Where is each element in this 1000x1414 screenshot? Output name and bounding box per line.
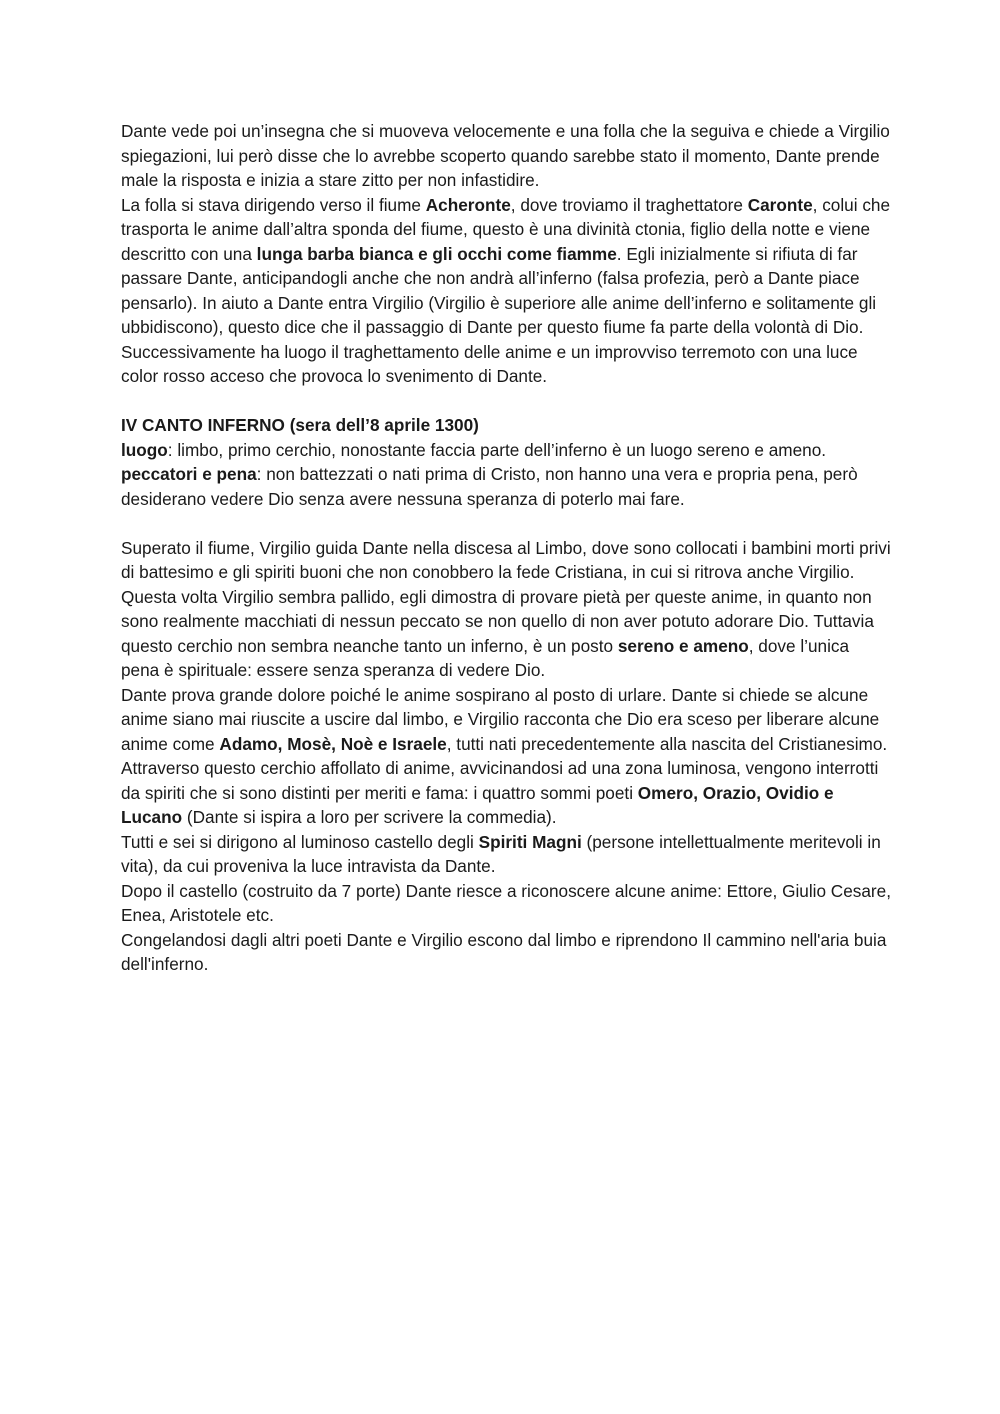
canto-heading-text: IV CANTO INFERNO (sera dell’8 aprile 1300) <box>121 415 479 435</box>
bold-spiriti-magni: Spiriti Magni <box>478 831 582 852</box>
text-span: La folla si stava dirigendo verso il fiume <box>121 194 426 215</box>
bold-sereno-ameno: sereno e ameno <box>617 635 749 656</box>
luogo-label: luogo <box>121 439 168 460</box>
paragraph-virgilio-pallido <box>121 585 891 683</box>
paragraph-anime: Dopo il castello (costruito da 7 porte) Dante riesce a riconoscere alcune anime: Ettore, Giulio Cesare, Enea, Aristotele etc. <box>121 880 891 925</box>
pena-label: peccatori e pena <box>121 464 257 484</box>
paragraph-traghettamento: Successivamente ha luogo il traghettamento delle anime e un improvviso terremoto con una luce color rosso acceso che provoca lo svenimento di Dante. <box>121 341 858 386</box>
text-span: , tutti nati precedentemente alla nascita del Cristianesimo. <box>446 733 888 754</box>
paragraph-insegna: Dante vede poi un’insegna che si muoveva velocemente e una folla che la seguiva e chiede a Virgilio spiegazioni, lui però disse che lo avrebbe scoperto quando sarebbe stato il momento, Dante prende male la risposta e inizia a stare zitto per non infastidire. <box>121 121 890 190</box>
text-span: (persone intellettualmente meritevoli in vita), da cui proveniva la luce intravista da Dante. <box>121 831 881 876</box>
paragraph-castello <box>121 830 891 879</box>
text-span: , dove l’unica pena è spirituale: essere senza speranza di vedere Dio. <box>121 635 850 680</box>
paragraph-gap <box>121 389 891 414</box>
bold-description: lunga barba bianca e gli occhi come fiamme <box>256 243 617 264</box>
text-span: Dante prova grande dolore poiché le anime sospirano al posto di urlare. Dante si chiede se alcune anime siano mai riuscite a uscire dal limbo, e Virgilio racconta che Dio era sceso per liberare alcune anime come <box>121 684 880 754</box>
text-span: Tutti e sei si dirigono al luminoso castello degli <box>121 831 479 852</box>
paragraph-acheronte <box>121 193 891 340</box>
text-span: (Dante si ispira a loro per scrivere la commedia). <box>182 807 557 827</box>
paragraph-congedo: Congelandosi dagli altri poeti Dante e Virgilio escono dal limbo e riprendono Il cammino nell'aria buia dell'inferno. <box>121 929 887 974</box>
pena-text: : non battezzati o nati prima di Cristo, non hanno una vera e propria pena, però desiderano vedere Dio senza avere nessuna speranza di poterlo mai fare. <box>121 464 858 509</box>
bold-acheronte: Acheronte <box>425 194 511 215</box>
paragraph-gap <box>121 511 891 536</box>
canto-pena <box>121 462 891 511</box>
document-page <box>121 119 891 977</box>
luogo-text: : limbo, primo cerchio, nonostante faccia parte dell’inferno è un luogo sereno e ameno. <box>167 439 827 460</box>
canto-heading <box>121 413 891 438</box>
bold-poeti: Omero, Orazio, Ovidio e Lucano <box>121 782 834 827</box>
text-span: . Egli inizialmente si rifiuta di far passare Dante, anticipandogli anche che non andrà all’inferno (falsa profezia, però a Dante piace pensarlo). In aiuto a Dante entra Virgilio (Virgilio è superiore alle anime dell’inferno e solitamente gli ubbidiscono), questo dice che il passaggio di Dante per questo fiume fa parte della volontà di Dio. <box>121 243 877 337</box>
text-span: Attraverso questo cerchio affollato di anime, avvicinandosi ad una zona luminosa, vengono interrotti da spiriti che si sono distinti per meriti e fama: i quattro sommi poeti <box>121 758 879 803</box>
text-span: Questa volta Virgilio sembra pallido, egli dimostra di provare pietà per queste anime, in quanto non sono realmente macchiati di nessun peccato se non quello di non aver potuto adorare Dio. Tuttavia questo cerchio non sembra neanche tanto un inferno, è un posto <box>121 586 874 656</box>
paragraph-poeti <box>121 756 891 830</box>
paragraph-dolore <box>121 683 891 757</box>
text-span: , dove troviamo il traghettatore <box>510 194 748 215</box>
bold-patriarchi: Adamo, Mosè, Noè e Israele <box>219 733 447 754</box>
text-span: , colui che trasporta le anime dall’altra sponda del fiume, questo è una divinità ctonia, figlio della notte e viene descritto con una <box>121 194 891 264</box>
canto-luogo <box>121 438 891 463</box>
bold-caronte: Caronte <box>747 194 813 215</box>
paragraph-limbo: Superato il fiume, Virgilio guida Dante nella discesa al Limbo, dove sono collocati i bambini morti privi di battesimo e gli spiriti buoni che non conobbero la fede Cristiana, in cui si ritrova anche Virgilio. <box>121 537 891 582</box>
